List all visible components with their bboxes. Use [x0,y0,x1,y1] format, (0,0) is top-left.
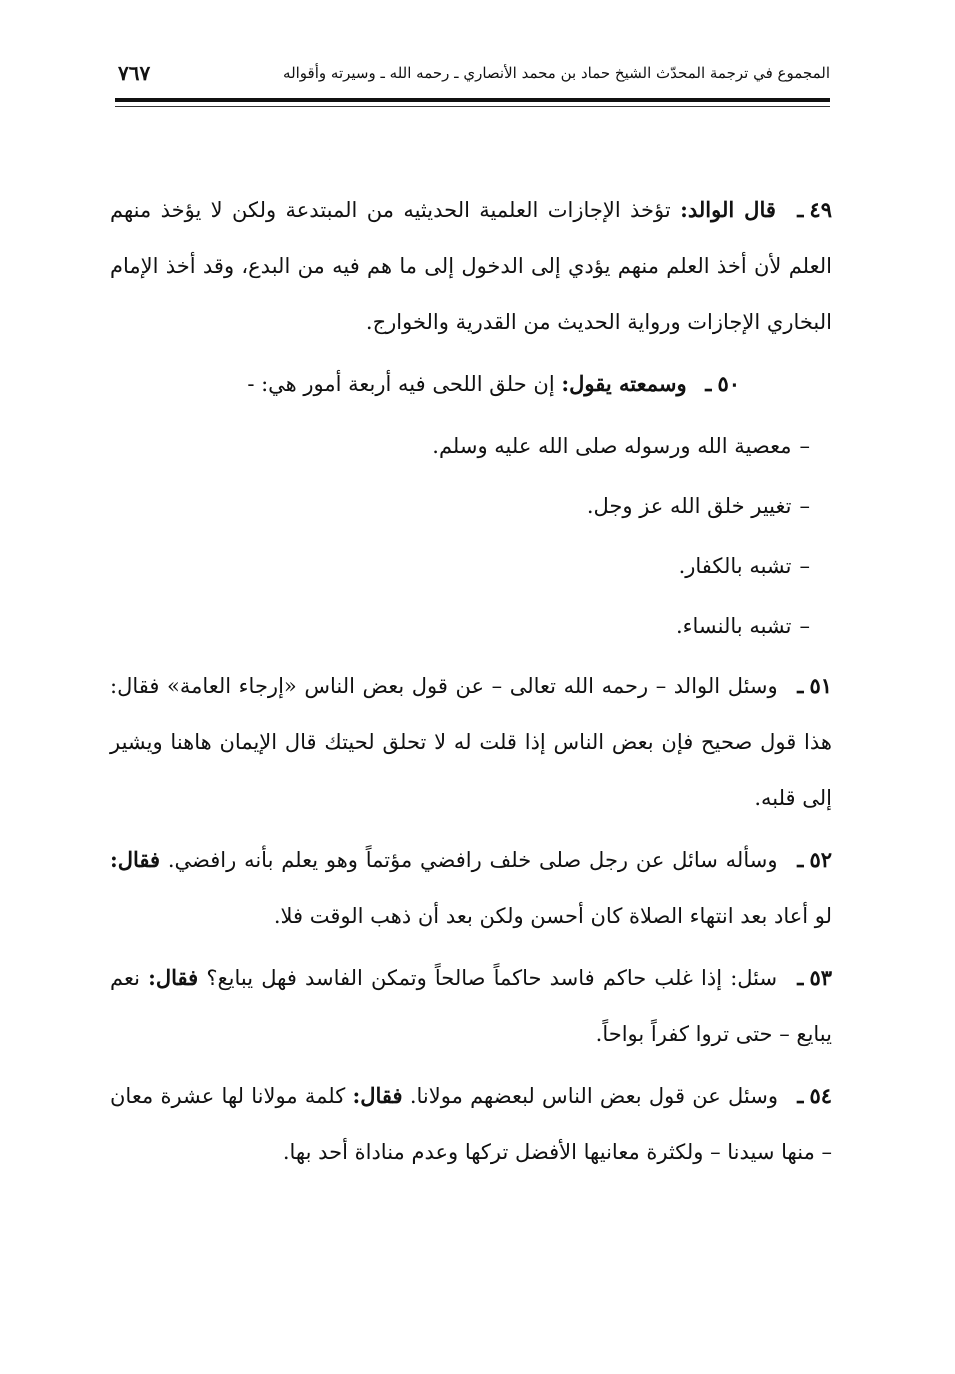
page-number: ٧٦٧ [118,61,151,85]
list-item [110,478,832,534]
speaker-label: فقال: [110,847,161,872]
paragraph-54 [110,1068,832,1180]
paragraph-text: وسأله سائل عن رجل صلى خلف رافضي مؤتماً وهو يعلم بأنه رافضي. [167,848,778,872]
paragraph-number: ٥٣ [809,965,832,990]
list-item [110,598,832,654]
list-dash: – [799,554,810,578]
header-rule-thin [115,106,830,107]
paragraph-text: إن حلق اللحى فيه أربعة أمور هي: - [247,372,555,396]
paragraph-52 [110,832,832,944]
list-dash: – [799,494,810,518]
list-item-text: تشبه بالنساء. [675,614,792,638]
body-text [110,182,832,1186]
list-dash: – [799,434,810,458]
paragraph-text: تؤخذ الإجازات العلمية الحديثيه من المبتدعة ولكن لا يؤخذ منهم العلم لأن أخذ العلم منهم يؤدي إلى الدخول إلى ما هم فيه من البدع، وقد أخذ الإمام البخاري الإجازات ورواية الحديث من القدرية والخوارج. [110,198,832,334]
list-item [110,538,832,594]
number-dash: ـ [797,847,804,872]
speaker-label: فقال: [352,1083,403,1108]
paragraph-number: ٥٢ [809,847,832,872]
paragraph-text: كلمة مولانا لها عشرة معان – منها سيدنا – ولكثرة معانيها الأفضل تركها وعدم مناداة أحد بها. [110,1084,832,1164]
paragraph-number: ٥٤ [809,1083,832,1108]
paragraph-number: ٥١ [809,673,832,698]
paragraph-49 [110,182,832,350]
paragraph-51 [110,658,832,826]
speaker-label: وسمعته يقول: [561,371,687,396]
list-item-text: تشبه بالكفار. [678,554,792,578]
paragraph-text: وسئل عن قول بعض الناس لبعضهم مولانا. [409,1084,779,1108]
paragraph-number: ٤٩ [809,197,832,222]
paragraph-text: نعم يبايع – حتى تروا كفراً بواحاً. [110,966,832,1046]
speaker-label: فقال: [148,965,199,990]
list-item-text: تغيير خلق الله عز وجل. [586,494,792,518]
number-dash: ـ [797,965,804,990]
list-item-text: معصية الله ورسوله صلى الله عليه وسلم. [432,434,792,458]
number-dash: ـ [797,673,804,698]
number-dash: ـ [797,1083,804,1108]
speaker-label: قال الوالد: [680,197,776,222]
running-title: المجموع في ترجمة المحدّث الشيخ حماد بن محمد الأنصاري ـ رحمه الله ـ وسيرته وأقواله [283,64,830,82]
paragraph-text: وسئل الوالد – رحمه الله تعالى – عن قول بعض الناس «إرجاء العامة» فقال: هذا قول صحيح فإن بعض الناس إذا قلت له لا تحلق لحيتك قال الإيمان هاهنا ويشير إلى قلبه. [110,674,832,810]
header-rule-thick [115,98,830,102]
paragraph-text: سئل: إذا غلب حاكم فاسد حاكماً صالحاً وتمكن الفاسد فهل يبايع؟ [206,966,778,990]
paragraph-text: لو أعاد بعد انتهاء الصلاة كان أحسن ولكن بعد أن ذهب الوقت فلا. [273,904,832,928]
paragraph-50 [110,356,832,412]
list-dash: – [799,614,810,638]
number-dash: ـ [797,197,804,222]
page-header [118,58,830,88]
list-item [110,418,832,474]
paragraph-53 [110,950,832,1062]
paragraph-number: ٥٠ [717,371,740,396]
number-dash: ـ [705,371,712,396]
